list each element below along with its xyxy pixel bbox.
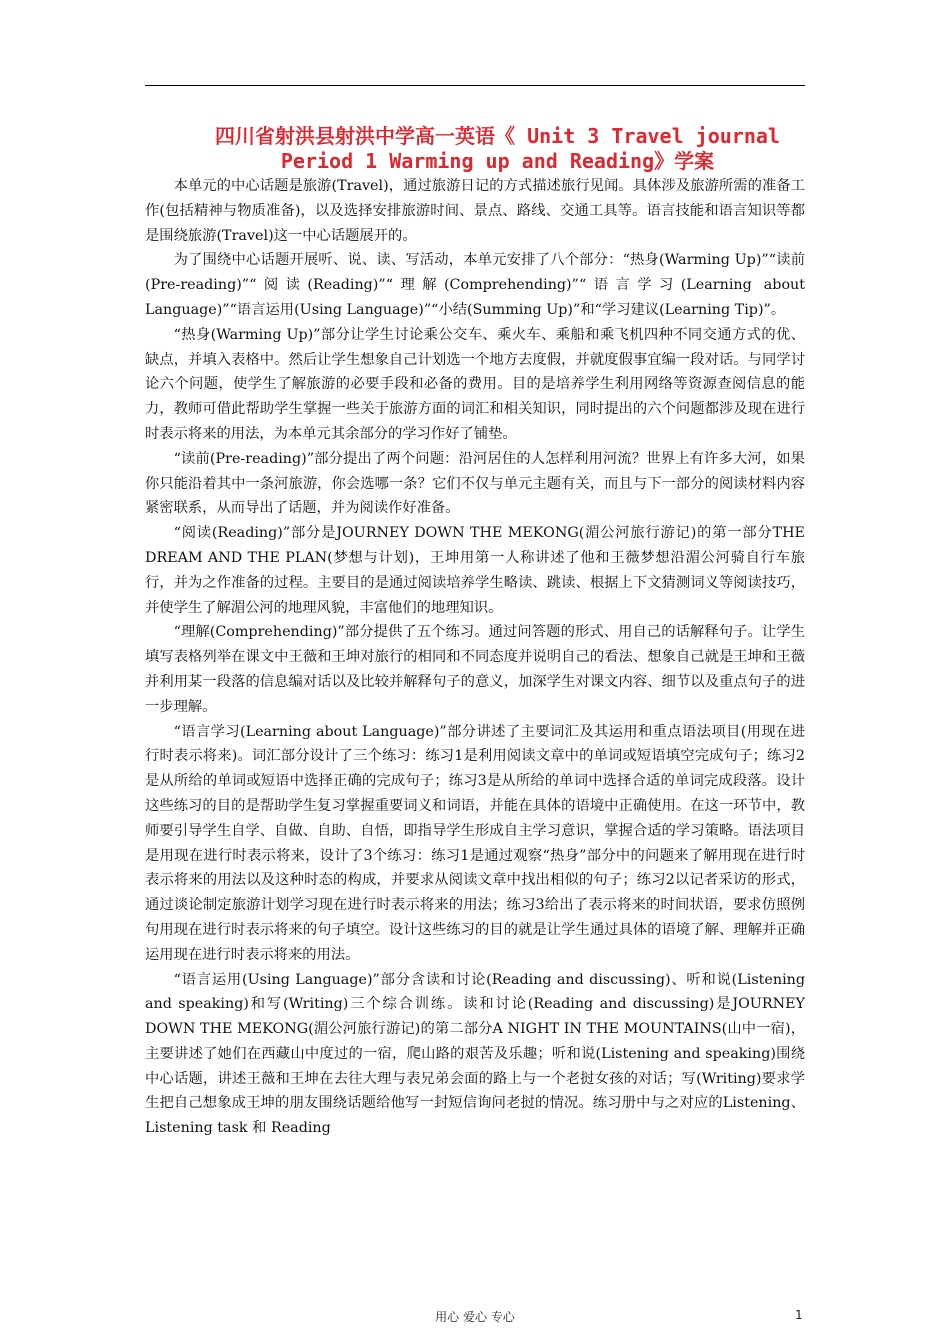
header-rule [145,85,805,86]
document-title [145,124,850,174]
paragraph-using-language: “语言运用(Using Language)”部分含读和讨论(Reading and discussing)、听和说(Listening and speaking)和写(Writing)三个综合训练。读和讨论(Reading and discussing)是JOURNEY DOWN THE MEKONG(湄公河旅行游记)的第二部分A NIGHT IN THE MOUNTAINS(山中一宿)，主要讲述了她们在西藏山中度过的一宿，爬山路的艰苦及乐趣；听和说(Listening and speaking)围绕中心话题，讲述王薇和王坤在去往大理与表兄弟会面的路上与一个老挝女孩的对话；写(Writing)要求学生把自己想象成王坤的朋友围绕话题给他写一封短信询问老挝的情况。练习册中与之对应的Listening、Listening task 和 Reading [145,971,805,1137]
paragraph-reading: “阅读(Reading)”部分是JOURNEY DOWN THE MEKONG(湄公河旅行游记)的第一部分THE DREAM AND THE PLAN(梦想与计划)，王坤用第一人称讲述了他和王薇梦想沿湄公河骑自行车旅行，并为之作准备的过程。主要目的是通过阅读培养学生略读、跳读、根据上下文猜测词义等阅读技巧，并使学生了解湄公河的地理风貌，丰富他们的地理知识。 [145,525,805,616]
paragraph-learning-about-language: “语言学习(Learning about Language)”部分讲述了主要词汇及其运用和重点语法项目(用现在进行时表示将来)。词汇部分设计了三个练习：练习1是利用阅读文章中的单词或短语填空完成句子；练习2是从所给的单词或短语中选择正确的完成句子；练习3是从所给的单词中选择合适的单词完成段落。设计这些练习的目的是帮助学生复习掌握重要词义和词语，并能在具体的语境中正确使用。在这一环节中，教师要引导学生自学、自做、自助、自悟，即指导学生形成自主学习意识，掌握合适的学习策略。语法项目是用现在进行时表示将来，设计了3个练习：练习1是通过观察“热身”部分中的问题来了解用现在进行时表示将来的用法以及这种时态的构成，并要求从阅读文章中找出相似的句子；练习2以记者采访的形式，通过谈论制定旅游计划学习现在进行时表示将来的用法；练习3给出了表示将来的时间状语，要求仿照例句用现在进行时表示将来的句子填空。设计这些练习的目的就是让学生通过具体的语境了解、理解并正确运用现在进行时表示将来的用法。 [145,723,805,963]
title-line-2: Period 1 Warming up and Reading》学案 [280,149,715,173]
paragraph-comprehending: “理解(Comprehending)”部分提供了五个练习。通过问答题的形式、用自己的话解释句子。让学生填写表格列举在课文中王薇和王坤对旅行的相同和不同态度并说明自己的看法、想象自己就是王坤和王薇并利用某一段落的信息编对话以及比较并解释句子的意义，加深学生对课文内容、细节以及重点句子的进一步理解。 [145,624,805,715]
page-number: 1 [795,1308,803,1322]
footer-motto: 用心 爱心 专心 [435,1310,515,1324]
paragraph-pre-reading: “读前(Pre-reading)”部分提出了两个问题：沿河居住的人怎样利用河流？世界上有许多大河，如果你只能沿着其中一条河旅游，你会选哪一条？它们不仅与单元主题有关，而且与下一部分的阅读材料内容紧密联系，从而导出了话题，并为阅读作好准备。 [145,450,805,517]
title-line-1: 四川省射洪县射洪中学高一英语《 Unit 3 Travel journal [215,124,780,148]
paragraph-intro: 本单元的中心话题是旅游(Travel)，通过旅游日记的方式描述旅行见闻。具体涉及旅游所需的准备工作(包括精神与物质准备)，以及选择安排旅游时间、景点、路线、交通工具等。语言技能和语言知识等都是围绕旅游(Travel)这一中心话题展开的。 [145,178,805,244]
paragraph-warming-up: “热身(Warming Up)”部分让学生讨论乘公交车、乘火车、乘船和乘飞机四种不同交通方式的优、缺点，并填入表格中。然后让学生想象自己计划选一个地方去度假，并就度假事宜编一段对话。与同学讨论六个问题，使学生了解旅游的必要手段和必备的费用。目的是培养学生利用网络等资源查阅信息的能力，教师可借此帮助学生掌握一些关于旅游方面的词汇和相关知识，同时提出的六个问题都涉及现在进行时表示将来的用法，为本单元其余部分的学习作好了铺垫。 [145,326,805,442]
paragraph-unit-structure: 为了围绕中心话题开展听、说、读、写活动，本单元安排了八个部分：“热身(Warming Up)”“读前(Pre-reading)”“阅读(Reading)”“理解(Comprehending)”“语言学习(Learning about Language)”“语言运用(Using Language)”“小结(Summing Up)”和“学习建议(Learning Tip)”。 [145,252,805,318]
document-body [145,174,805,1141]
